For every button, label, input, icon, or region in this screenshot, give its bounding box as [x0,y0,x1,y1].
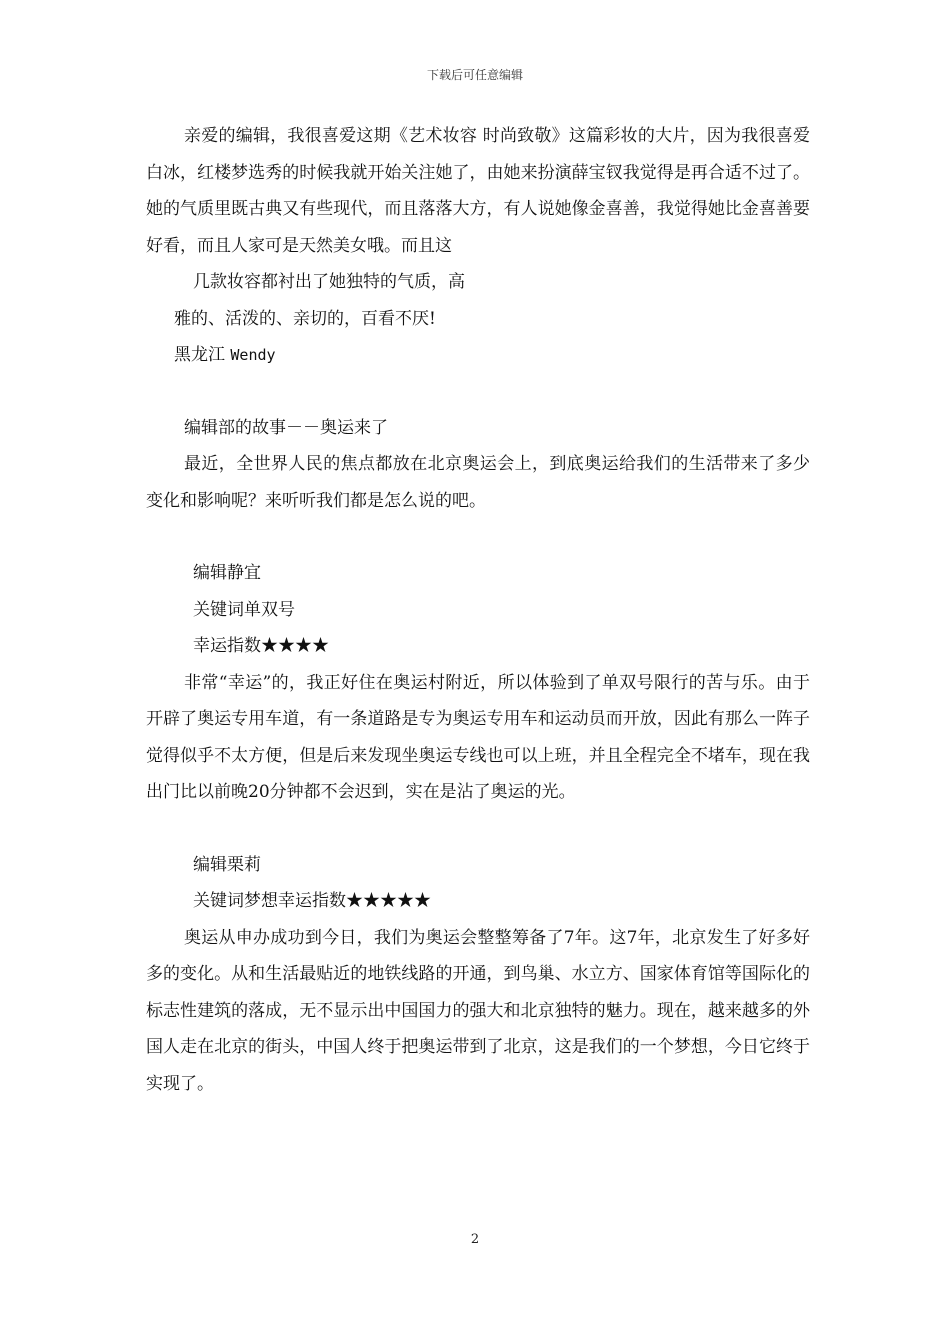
letter-line: 几款妆容都衬出了她独特的气质，高 [193,272,465,292]
letter-paragraph: 亲爱的编辑，我很喜爱这期《艺术妆容 时尚致敬》这篇彩妆的大片，因为我很喜爱白冰，红楼梦选秀的时候我就开始关注她了，由她来扮演薛宝钗我觉得是再合适不过了。她的气质里既古典又有些现代，而且落落大方，有人说她像金喜善，我觉得她比金喜善要好看，而且人家可是天然美女哦。而且这 [146,126,810,256]
editor-name: 编辑静宜 [193,563,261,583]
signature-name: Wendy [230,346,276,364]
editor-keyword-luck: 关键词梦想幸运指数★★★★★ [193,891,431,911]
editor-name: 编辑栗莉 [193,854,261,875]
spacer [146,811,810,847]
spacer [146,519,810,555]
section-intro: 最近，全世界人民的焦点都放在北京奥运会上，到底奥运给我们的生活带来了多少变化和影响呢？来听听我们都是怎么说的吧。 [146,454,810,511]
editor-paragraph: 奥运从申办成功到今日，我们为奥运会整整筹备了7年。这7年，北京发生了好多好多的变化。从和生活最贴近的地铁线路的开通，到鸟巢、水立方、国家体育馆等国际化的标志性建筑的落成，无不显示出中国国力的强大和北京独特的魅力。现在，越来越多的外国人走在北京的街头，中国人终于把奥运带到了北京，这是我们的一个梦想，今日它终于实现了。 [146,927,810,1094]
page-number: 2 [470,1232,480,1247]
spacer [146,374,810,410]
editor-luck-rating: 幸运指数★★★★ [193,636,329,656]
editor-keyword: 关键词单双号 [193,599,295,620]
editor-paragraph: 非常“幸运”的，我正好住在奥运村附近，所以体验到了单双号限行的苦与乐。由于开辟了奥运专用车道，有一条道路是专为奥运专用车和运动员而开放，因此有那么一阵子觉得似乎不太方便，但是后来发现坐奥运专线也可以上班，并且全程完全不堵车，现在我出门比以前晚20分钟都不会迟到，实在是沾了奥运的光。 [146,672,810,802]
page-header: 下载后可任意编辑 [426,68,523,82]
letter-line: 雅的、活泼的、亲切的，百看不厌! [174,308,436,329]
signature-place: 黑龙江 [174,345,231,365]
section-title: 编辑部的故事－－奥运来了 [184,417,388,438]
letter-signature [146,337,810,374]
document-body [146,118,810,1102]
